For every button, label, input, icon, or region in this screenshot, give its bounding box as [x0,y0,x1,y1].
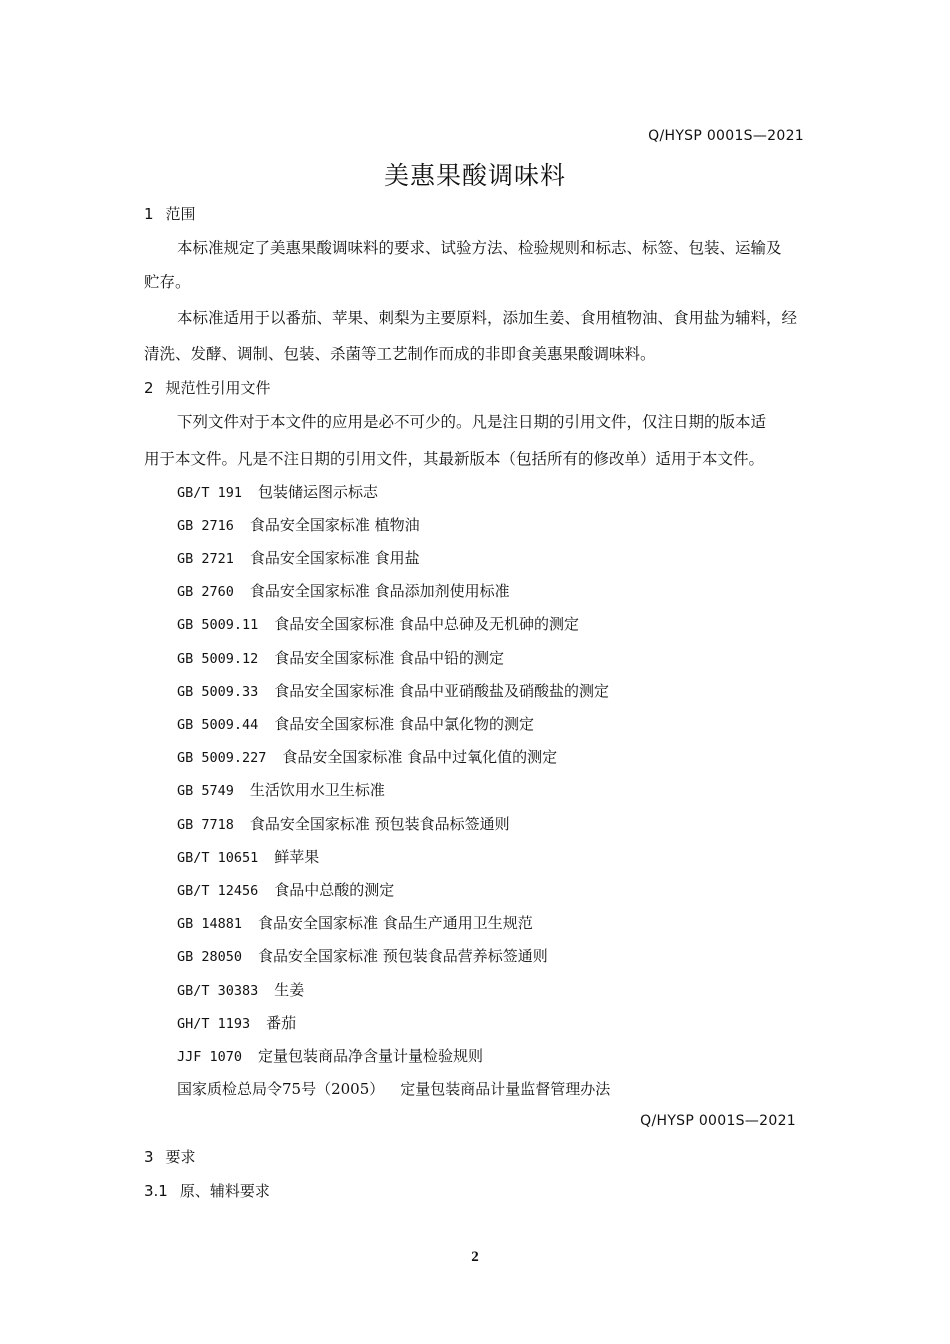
reference-code: GB 5009.33 [177,684,259,700]
section-title: 要求 [165,1148,196,1166]
reference-code: GB/T 191 [177,485,243,501]
reference-item [177,481,378,502]
reference-title: 生姜 [274,981,305,999]
reference-title: 食品中总酸的测定 [274,881,395,899]
paragraph-line: 清洗、发酵、调制、包装、杀菌等工艺制作而成的非即食美惠果酸调味料。 [144,345,656,363]
reference-title: 生活饮用水卫生标准 [249,781,385,799]
reference-title: 鲜苹果 [274,848,320,866]
reference-title: 食品安全国家标准 食品生产通用卫生规范 [258,914,533,932]
reference-code: GB 5009.11 [177,617,259,633]
section-number: 2 [144,379,154,397]
reference-item [177,580,510,601]
reference-item [177,514,420,535]
section-number: 3 [144,1148,154,1166]
reference-code: GB 5009.12 [177,651,259,667]
section-3-heading [144,1146,196,1167]
standard-code-header: Q/HYSP 0001S—2021 [648,128,804,144]
reference-item [177,912,533,933]
paragraph-line: 用于本文件。凡是不注日期的引用文件，其最新版本（包括所有的修改单）适用于本文件。 [144,450,765,468]
reference-title: 食品安全国家标准 食品中过氧化值的测定 [282,748,558,766]
reference-code: GB 5009.227 [177,750,267,766]
reference-code: GB 2716 [177,518,234,534]
reference-item [177,647,504,668]
reference-item [177,779,385,800]
reference-code: GB 14881 [177,916,243,932]
reference-title: 食品安全国家标准 植物油 [249,516,420,534]
paragraph-line: 下列文件对于本文件的应用是必不可少的。凡是注日期的引用文件，仅注日期的版本适 [177,413,767,431]
reference-item [177,613,579,634]
reference-title: 食品安全国家标准 食品中总砷及无机砷的测定 [274,615,580,633]
reference-item [177,846,319,867]
reference-title: 食品安全国家标准 食品添加剂使用标准 [249,582,510,600]
reference-title: 食品安全国家标准 预包装食品标签通则 [249,815,510,833]
reference-title: 定量包装商品计量监督管理办法 [400,1080,611,1098]
reference-item [177,746,557,767]
reference-item [177,879,394,900]
reference-item [177,680,609,701]
reference-item [177,1078,610,1099]
reference-code: GB 5009.44 [177,717,259,733]
reference-title: 食品安全国家标准 食用盐 [249,549,420,567]
reference-code: GB 28050 [177,949,243,965]
reference-title: 食品安全国家标准 预包装食品营养标签通则 [258,947,548,965]
section-title: 原、辅料要求 [179,1182,270,1200]
reference-title: 食品安全国家标准 食品中氯化物的测定 [274,715,535,733]
reference-code: GH/T 1193 [177,1016,251,1032]
reference-title: 食品安全国家标准 食品中亚硝酸盐及硝酸盐的测定 [274,682,610,700]
reference-code: GB 5749 [177,783,234,799]
reference-item [177,813,510,834]
reference-code: GB 2721 [177,551,234,567]
reference-title: 包装储运图示标志 [258,483,379,501]
reference-item [177,1012,296,1033]
section-3-1-heading [144,1180,270,1201]
page-number: 2 [471,1249,479,1265]
section-number: 1 [144,205,154,223]
section-title: 范围 [165,205,196,223]
reference-code: GB 7718 [177,817,234,833]
standard-code-repeat: Q/HYSP 0001S—2021 [640,1113,796,1129]
reference-code: JJF 1070 [177,1049,243,1065]
reference-code: GB/T 30383 [177,983,259,999]
reference-title: 定量包装商品净含量计量检验规则 [258,1047,484,1065]
reference-item [177,1045,483,1066]
paragraph-line: 本标准规定了美惠果酸调味料的要求、试验方法、检验规则和标志、标签、包装、运输及 [177,239,782,257]
paragraph-line: 贮存。 [144,273,191,291]
section-title: 规范性引用文件 [165,379,271,397]
reference-title: 食品安全国家标准 食品中铅的测定 [274,649,505,667]
reference-code: GB 2760 [177,584,234,600]
paragraph-line: 本标准适用于以番茄、苹果、刺梨为主要原料，添加生姜、食用植物油、食用盐为辅料，经 [177,309,798,327]
reference-item [177,547,420,568]
reference-item [177,979,304,1000]
reference-title: 番茄 [266,1014,297,1032]
reference-code: GB/T 10651 [177,850,259,866]
section-2-heading [144,377,271,398]
section-number: 3.1 [144,1182,168,1200]
reference-code: 国家质检总局令75号（2005） [177,1080,385,1098]
reference-item [177,945,548,966]
reference-code: GB/T 12456 [177,883,259,899]
reference-item [177,713,534,734]
section-1-heading [144,203,196,224]
document-title: 美惠果酸调味料 [383,161,566,190]
